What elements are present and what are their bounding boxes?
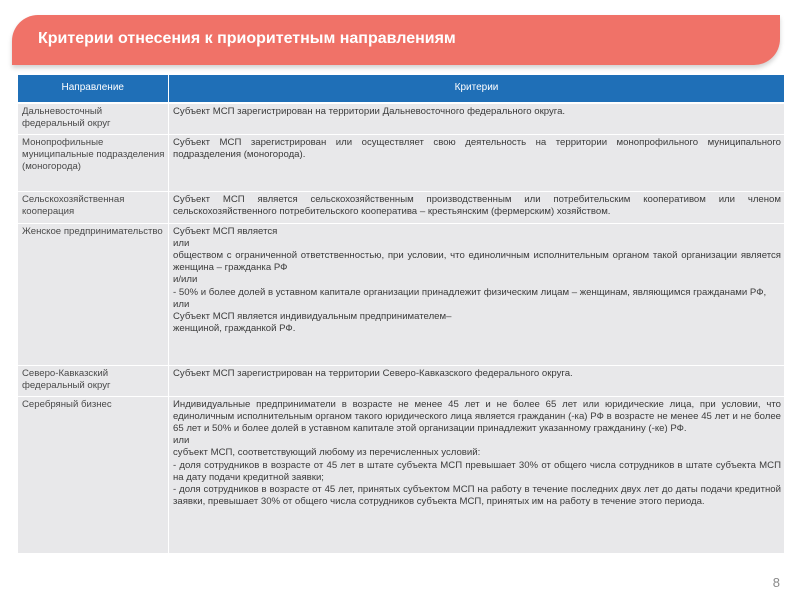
criteria-line: или [173,435,190,447]
criteria-line: женщиной, гражданкой РФ. [173,323,296,335]
criteria-line: Субъект МСП зарегистрирован или осуществляет свою деятельность на территории монопрофильного муниципального подразделения (моногорода). [173,136,781,160]
criteria-cell [169,191,785,223]
table-row [18,365,785,396]
direction-cell: Сельскохозяйственная кооперация [18,191,169,223]
criteria-line: обществом с ограниченной ответственностью, при условии, что единоличным исполнительным органом такой организации является женщина – гражданка РФ [173,249,781,274]
table-row [18,223,785,365]
criteria-line: - 50% и более долей в уставном капитале организации принадлежит физическим лицам – женщинам, являющимся гражданами РФ, [173,286,767,298]
criteria-line: или [173,298,190,310]
criteria-line: или [173,237,190,249]
table-row [18,134,785,191]
criteria-cell [169,103,785,134]
direction-cell: Женское предпринимательство [18,223,169,365]
criteria-line: Субъект МСП зарегистрирован на территории Дальневосточного федерального округа. [173,106,566,117]
criteria-cell [169,396,785,553]
header-criteria: Критерии [169,75,785,103]
direction-cell: Северо-Кавказский федеральный округ [18,365,169,396]
criteria-line: - доля сотрудников в возрасте от 45 лет, принятых субъектом МСП на работу в течение последних двух лет до даты подачи кредитной заявки, превышает 30% от общего числа сотрудников субъекта МСП, принятых им на работу в течение этого периода. [173,483,781,508]
criteria-line: и/или [173,274,198,286]
slide-title: Критерии отнесения к приоритетным направлениям [38,30,456,47]
table-header-row [18,75,785,103]
criteria-cell [169,134,785,191]
criteria-line: Индивидуальные предприниматели в возрасте не менее 45 лет и не более 65 лет или юридические лица, при условии, что единоличным исполнительным органом такого юридического лица является гражданин (-ка) РФ в возрасте не менее 45 лет и не более 65 лет и 50% и более долей в уставном капитале этой организации принадлежит указанному гражданину (-ке) РФ. [173,398,781,434]
title-banner [12,15,780,65]
criteria-line: Субъект МСП является сельскохозяйственным производственным или потребительским кооперативом или членом сельскохозяйственного потребительского кооператива – крестьянским (фермерским) хозяйством. [173,193,781,217]
table-row [18,396,785,553]
page-number: 8 [772,575,780,590]
direction-cell: Серебряный бизнес [18,396,169,553]
criteria-cell [169,365,785,396]
header-direction: Направление [18,75,169,103]
table-row [18,103,785,134]
criteria-line: Субъект МСП является индивидуальным предпринимателем– [173,310,452,322]
table-row [18,191,785,223]
direction-cell: Дальневосточный федеральный округ [18,103,169,134]
criteria-line: Субъект МСП является [173,225,278,237]
direction-cell: Монопрофильные муниципальные подразделения (моногорода) [18,134,169,191]
criteria-line: субъект МСП, соответствующий любому из перечисленных условий: [173,447,481,459]
criteria-cell [169,223,785,365]
criteria-table [17,75,785,554]
criteria-line: - доля сотрудников в возрасте от 45 лет в штате субъекта МСП превышает 30% от общего числа сотрудников в штате субъекта МСП на дату подачи кредитной заявки; [173,459,781,483]
criteria-line: Субъект МСП зарегистрирован на территории Северо-Кавказского федерального округа. [173,367,573,379]
